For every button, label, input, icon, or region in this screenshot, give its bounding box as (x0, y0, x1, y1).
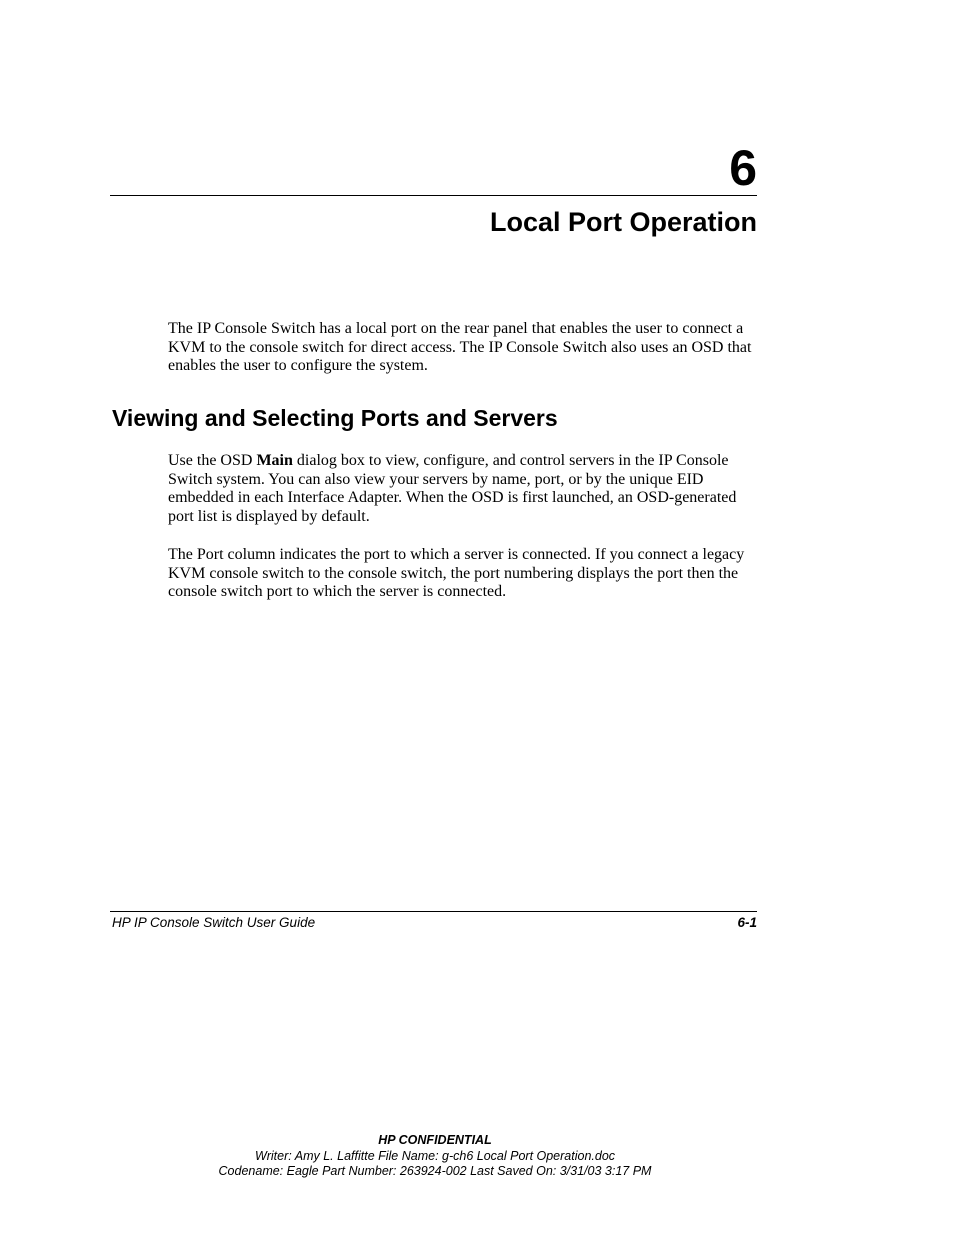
section-paragraph-1 (168, 452, 760, 527)
intro-paragraph: The IP Console Switch has a local port on the rear panel that enables the user to connect a KVM to the console switch for direct access. The IP Console Switch also uses an OSD that enables the user to configure the system. (168, 320, 752, 375)
codename-line: Codename: Eagle Part Number: 263924-002 Last Saved On: 3/31/03 3:17 PM (218, 1164, 652, 1178)
main-dialog-term: Main (256, 452, 293, 469)
chapter-title: Local Port Operation (489, 207, 757, 237)
chapter-divider (110, 195, 757, 196)
footer-page-number: 6-1 (737, 915, 757, 930)
footer-divider (110, 911, 757, 912)
confidential-label: HP CONFIDENTIAL (378, 1133, 492, 1147)
footer-guide-title: HP IP Console Switch User Guide (112, 915, 316, 930)
paragraph-text: Use the OSD (168, 452, 257, 469)
confidential-block (0, 1133, 870, 1180)
writer-file-line: Writer: Amy L. Laffitte File Name: g-ch6 Local Port Operation.doc (254, 1148, 616, 1163)
paragraph-text: dialog box to view, configure, and control servers in the IP Console Switch system. You can also view your servers by name, port, or by the unique EID embedded in each Interface Adapter. When the OSD is first launched, an OSD-generated port list is displayed by default. (168, 452, 737, 526)
section-paragraph-2: The Port column indicates the port to which a server is connected. If you connect a legacy KVM console switch to the console switch, the port numbering displays the port then the console switch port to which the server is connected. (168, 546, 745, 601)
section-heading: Viewing and Selecting Ports and Servers (112, 405, 558, 431)
chapter-number: 6 (729, 140, 757, 196)
